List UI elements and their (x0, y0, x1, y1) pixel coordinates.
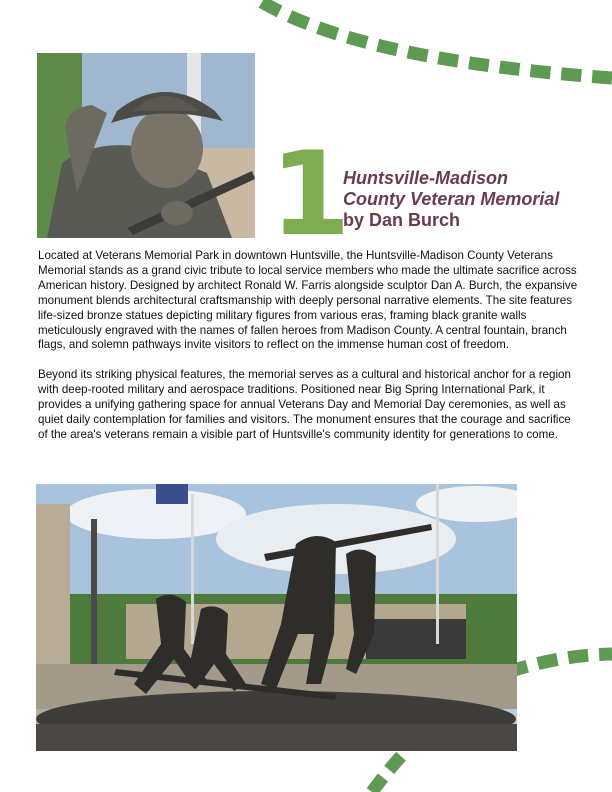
memorial-title (343, 168, 583, 231)
title-byline: by Dan Burch (343, 210, 461, 230)
title-line-2: County Veteran Memorial (343, 189, 560, 209)
title-line-1: Huntsville-Madison (343, 168, 509, 188)
article-body (38, 249, 578, 458)
section-number: 1 (270, 127, 351, 262)
paragraph-1: Located at Veterans Memorial Park in downtown Huntsville, the Huntsville-Madison County Veterans Memorial stands as a grand civic tribute to local service members who made the ultimate sacrifice across American history. Designed by architect Ronald W. Farris alongside sculptor Dan A. Burch, the expansive monument blends architectural craftsmanship with deeply personal narrative elements. The site features life-sized bronze statues depicting military figures from various eras, framing black granite walls meticulously engraved with the names of fallen heroes from Madison County. A central fountain, branch flags, and solemn pathways invite visitors to reflect on the immense human cost of freedom. (38, 249, 578, 352)
paragraph-2: Beyond its striking physical features, the memorial serves as a cultural and historical anchor for a region with deep-rooted military and aerospace traditions. Positioned near Big Spring International Park, it provides a unifying gathering space for annual Veterans Day and Memorial Day ceremonies, as well as quiet daily contemplation for families and visitors. The monument ensures that the courage and sacrifice of the area's veterans remain a visible part of Huntsville's community identity for generations to come. (38, 368, 571, 441)
soldier-statue-photo (37, 53, 255, 238)
memorial-statues-photo (36, 484, 517, 751)
right-dashed-arc (508, 654, 612, 672)
bottom-dashed-arc (372, 752, 405, 792)
top-dashed-arc (262, 2, 612, 78)
